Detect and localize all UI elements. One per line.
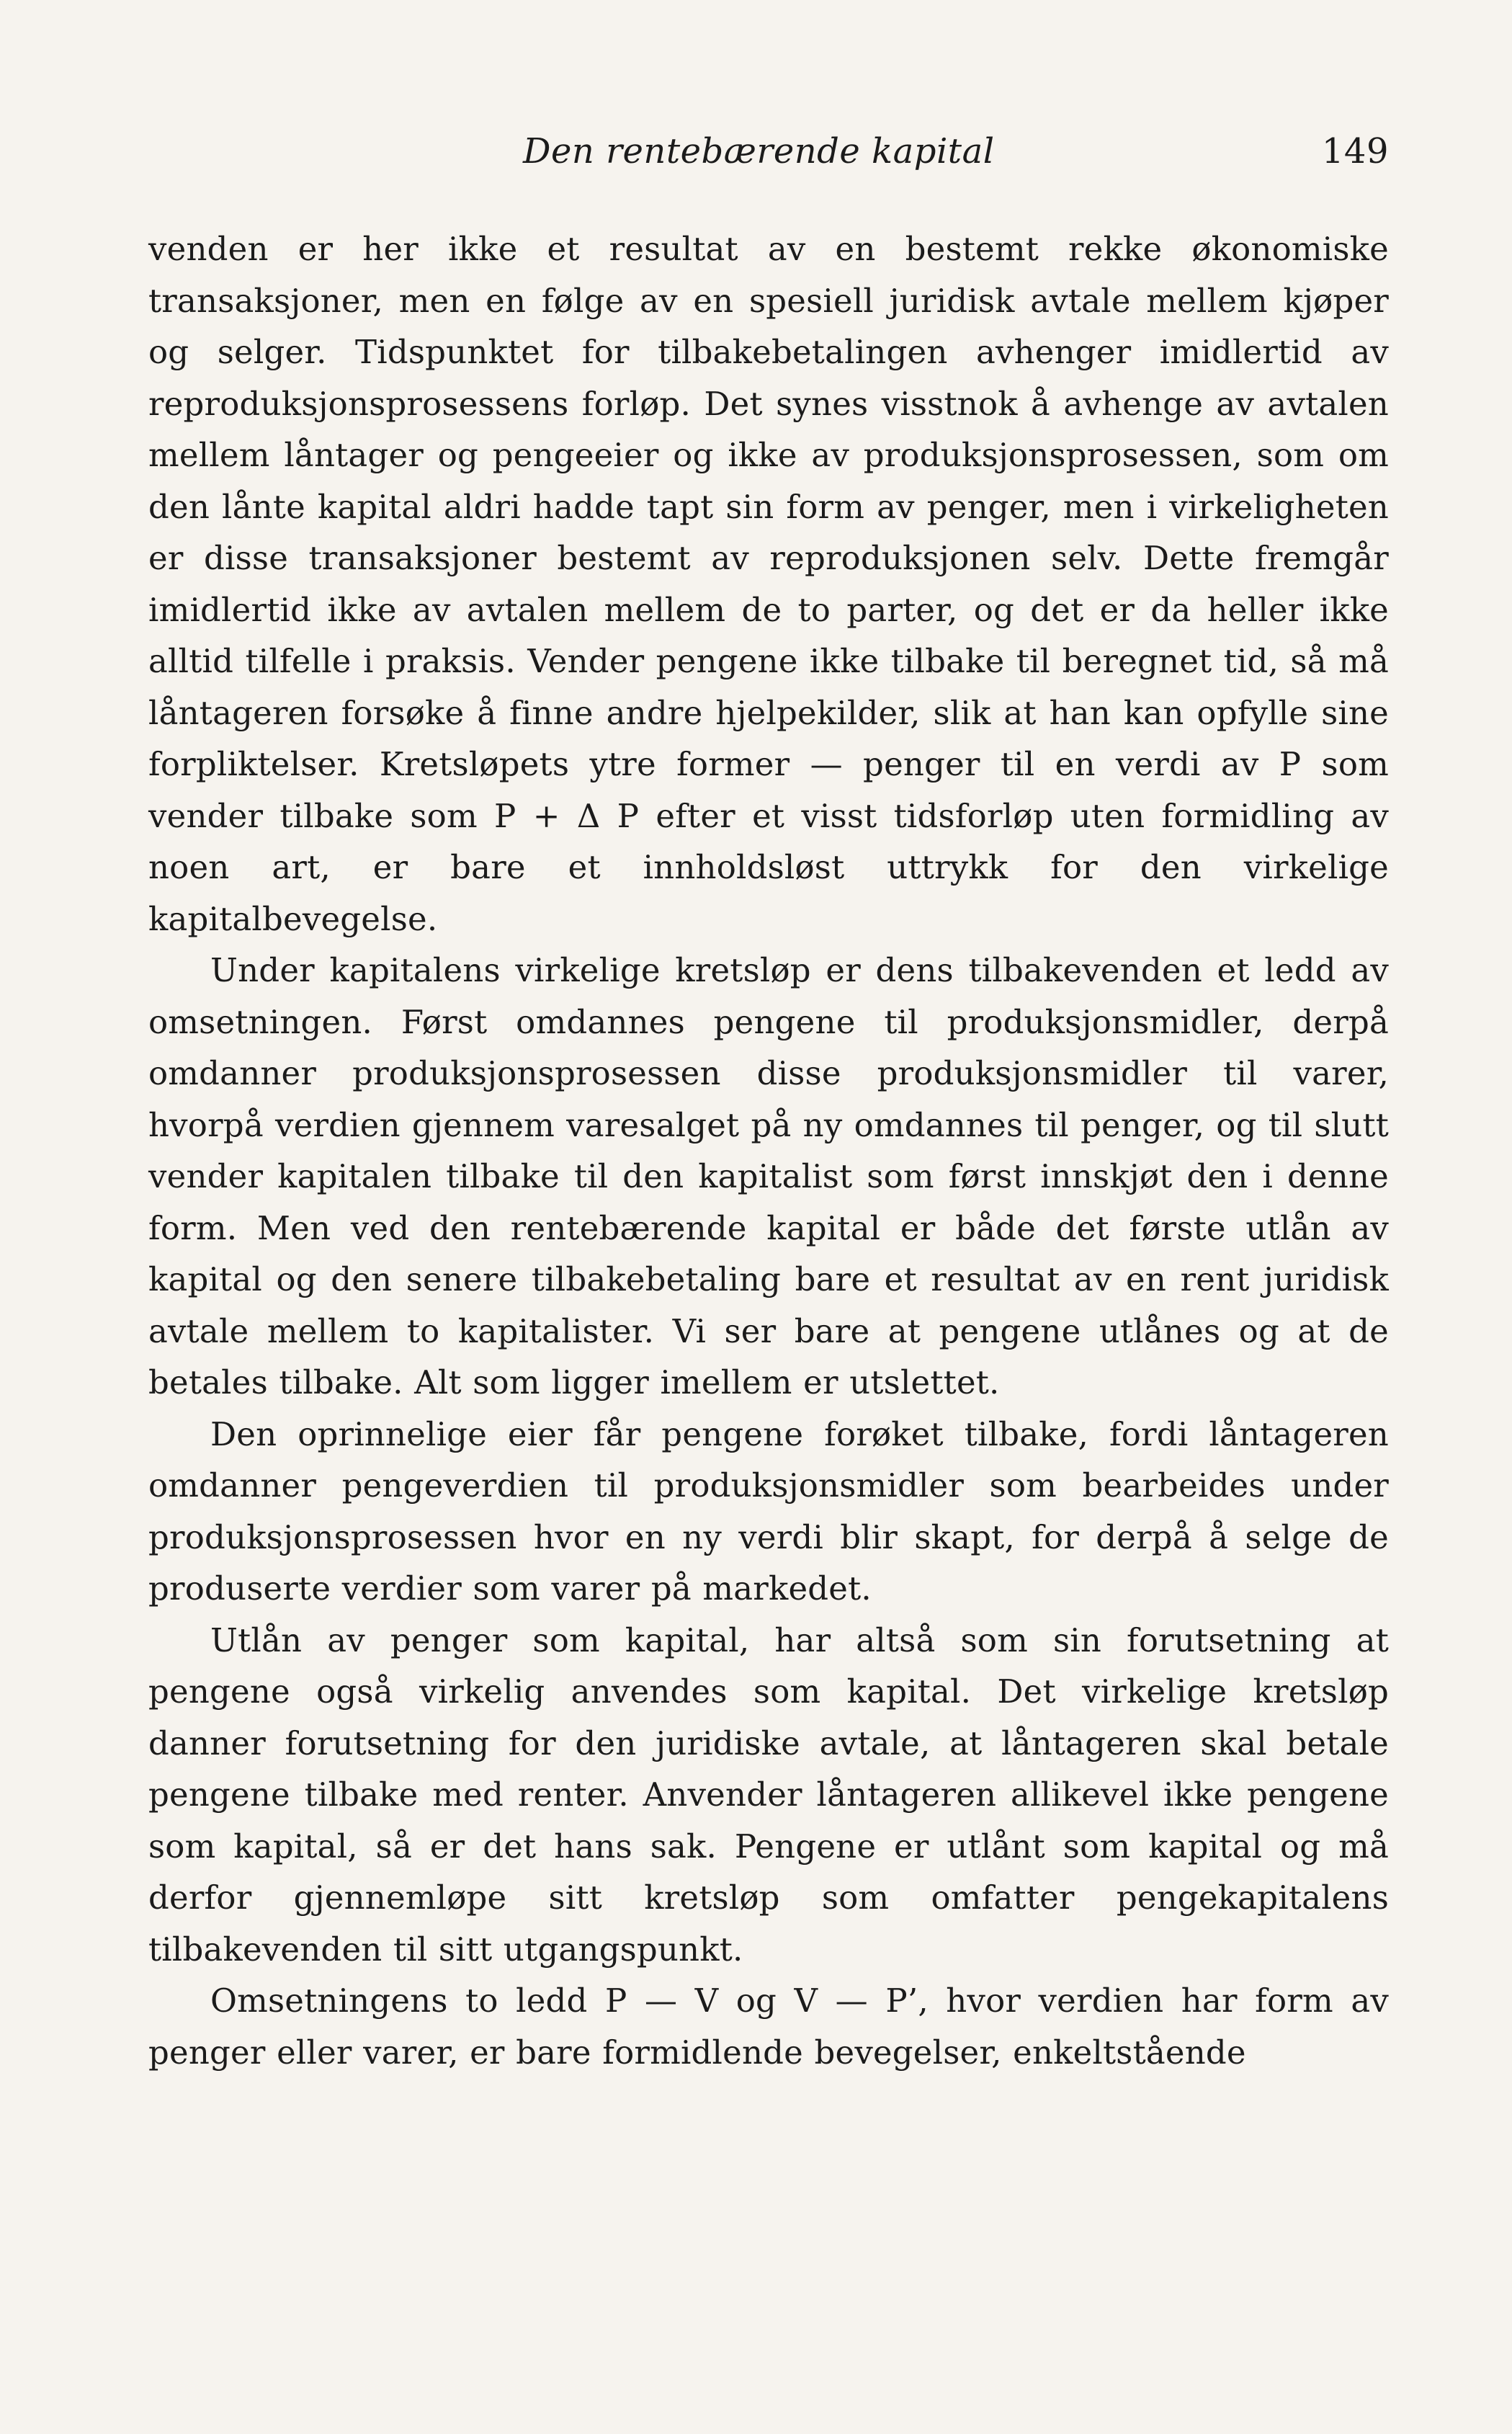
paragraph: Den oprinnelige eier får pengene forøket tilbake, fordi låntageren omdanner pengeverdien til produksjonsmidler som bearbeides under produksjonsprosessen hvor en ny verdi blir skapt, for derpå å selge de produserte verdier som varer på markedet. — [148, 1414, 1389, 1608]
paragraph: Under kapitalens virkelige kretsløp er dens tilbakevenden et ledd av omsetningen. Først omdannes pengene til produksjonsmidler, derpå omdanner produksjonsprosessen disse produksjonsmidler til varer, hvorpå verdien gjennem varesalget på ny omdannes til penger, og til slutt vender kapitalen tilbake til den kapitalist som først innskjøt den i denne form. Men ved den rentebærende kapital er både det første utlån av kapital og den senere tilbakebetaling bare et resultat av en rent juridisk avtale mellem to kapitalister. Vi ser bare at pengene utlånes og at de betales tilbake. Alt som ligger imellem er utslettet. — [148, 951, 1389, 1401]
paragraph: Omsetningens to ledd P — V og V — P’, hvor verdien har form av penger eller varer, er bare formidlende bevegelser, enkeltstående — [148, 1981, 1389, 2072]
book-page — [148, 122, 1389, 2335]
running-title: Den rentebærende kapital — [523, 131, 995, 171]
running-header — [148, 122, 1389, 187]
paragraph: Utlån av penger som kapital, har altså som sin forutsetning at pengene også virkelig anvendes som kapital. Det virkelige kretsløp danner forutsetning for den juridiske avtale, at låntageren skal betale pengene tilbake med renter. Anvender låntageren allikevel ikke pengene som kapital, så er det hans sak. Pengene er utlånt som kapital og må derfor gjennemløpe sitt kretsløp som omfatter pengekapitalens tilbakevenden til sitt utgangspunkt. — [148, 1621, 1389, 1969]
body-text — [148, 223, 1389, 2078]
page-number: 149 — [1321, 131, 1389, 171]
paragraph-continued: venden er her ikke et resultat av en bestemt rekke økonomiske transaksjoner, men en følge av en spesiell juridisk avtale mellem kjøper og selger. Tidspunktet for tilbakebetalingen avhenger imidlertid av reproduksjonsprosessens forløp. Det synes visstnok å avhenge av avtalen mellem låntager og pengeeier og ikke av produksjonsprosessen, som om den lånte kapital aldri hadde tapt sin form av penger, men i virkeligheten er disse transaksjoner bestemt av reproduksjonen selv. Dette fremgår imidlertid ikke av avtalen mellem de to parter, og det er da heller ikke alltid tilfelle i praksis. Vender pengene ikke tilbake til beregnet tid, så må låntageren forsøke å finne andre hjelpekilder, slik at han kan opfylle sine forpliktelser. Kretsløpets ytre former — penger til en verdi av P som vender tilbake som P + Δ P efter et visst tidsforløp uten formidling av noen art, er bare et innholdsløst uttrykk for den virkelige kapitalbevegelse. — [148, 230, 1389, 938]
